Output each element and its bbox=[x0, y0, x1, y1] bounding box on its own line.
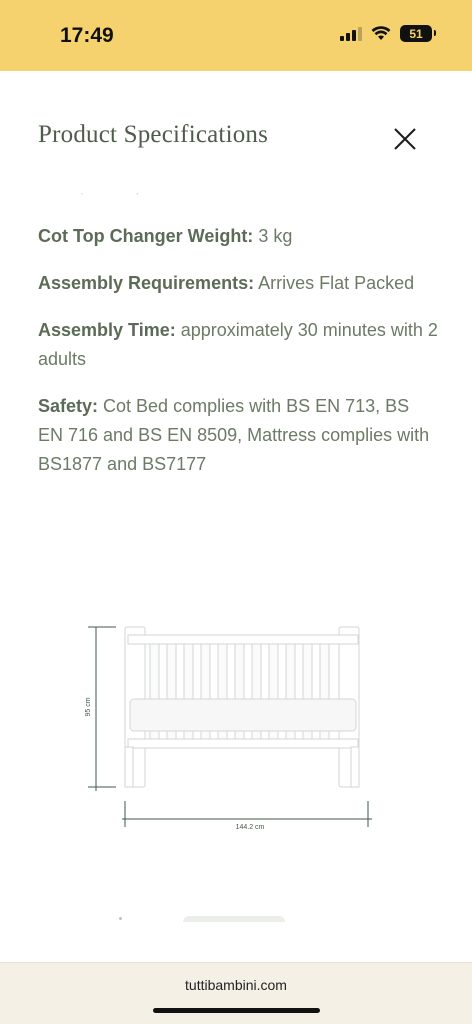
spec-label: Cot Top Changer Weight: bbox=[38, 226, 254, 246]
spec-list bbox=[38, 222, 438, 497]
close-button[interactable] bbox=[388, 122, 422, 156]
status-icons bbox=[340, 25, 432, 42]
width-label: 144.2 cm bbox=[235, 824, 265, 831]
height-label: 95 cm bbox=[85, 697, 92, 717]
scroll-peek-element bbox=[183, 916, 285, 922]
spec-label: Assembly Time: bbox=[38, 320, 176, 340]
spec-item bbox=[38, 316, 438, 374]
spec-value: 3 kg bbox=[253, 226, 293, 246]
spec-label: Safety: bbox=[38, 396, 99, 416]
spec-item bbox=[38, 222, 438, 251]
carousel-dot bbox=[119, 917, 122, 920]
status-time: 17:49 bbox=[60, 24, 114, 47]
battery-icon: 51 bbox=[400, 25, 432, 42]
cellular-signal-icon bbox=[340, 26, 362, 41]
cot-dimension-diagram bbox=[80, 615, 390, 840]
height-dimension-line bbox=[88, 627, 116, 791]
spec-value: approximately 30 minutes with 2 adults bbox=[38, 320, 438, 369]
status-bar bbox=[0, 0, 472, 71]
spec-item bbox=[38, 392, 438, 479]
close-icon bbox=[388, 122, 422, 156]
spec-label: Assembly Requirements: bbox=[38, 273, 255, 293]
url-text[interactable]: tuttibambini.com bbox=[185, 977, 287, 993]
cot-image bbox=[125, 627, 359, 787]
home-indicator[interactable] bbox=[153, 1008, 320, 1013]
spec-value: Cot Bed complies with BS EN 713, BS EN 716 and BS EN 8509, Mattress complies with BS1877 and BS7177 bbox=[38, 396, 430, 474]
scrolled-content-fade: · · bbox=[80, 186, 164, 200]
wifi-icon bbox=[371, 26, 391, 41]
spec-value: Arrives Flat Packed bbox=[254, 273, 415, 293]
page-title: Product Specifications bbox=[38, 121, 269, 148]
browser-url-bar[interactable] bbox=[0, 962, 472, 1024]
spec-item bbox=[38, 269, 438, 298]
